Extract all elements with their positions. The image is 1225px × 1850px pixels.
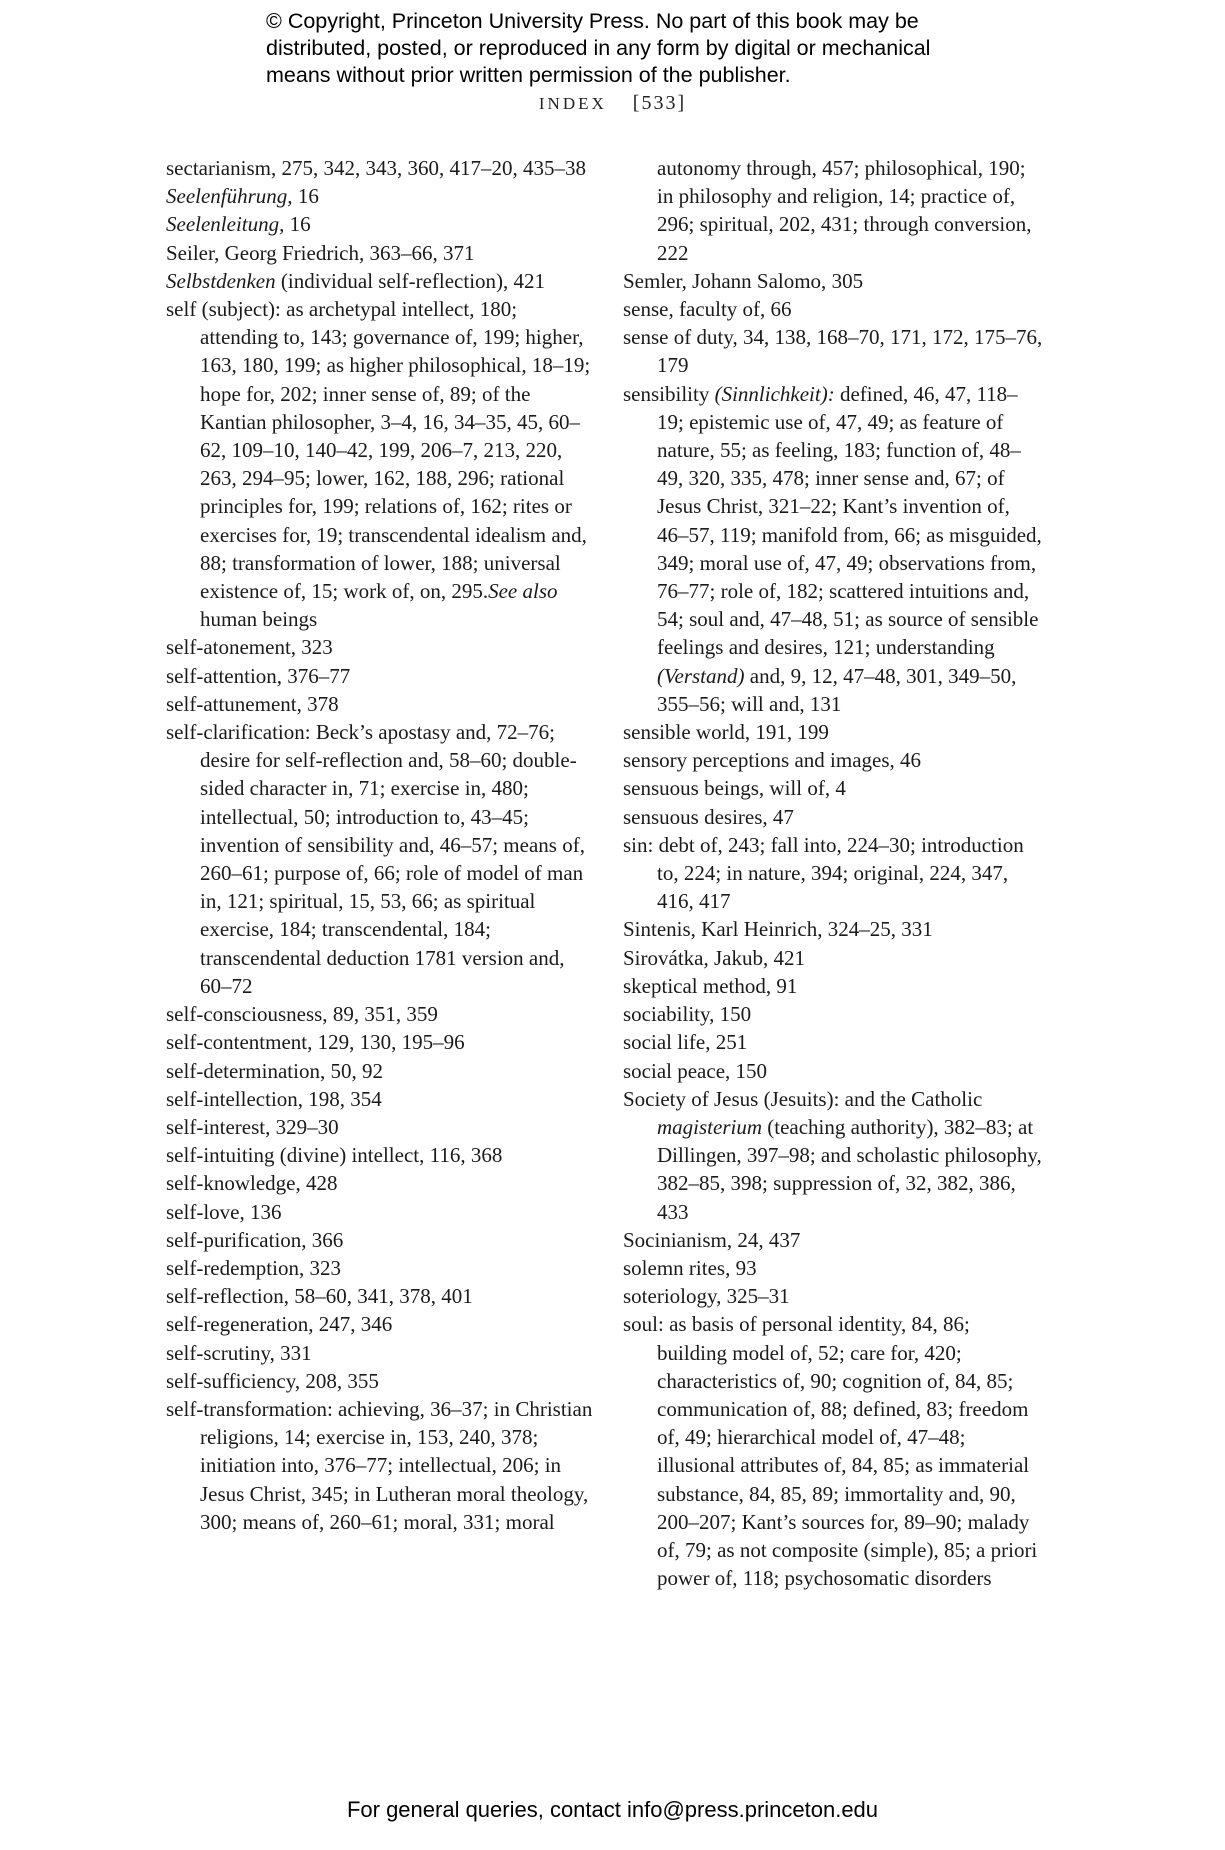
index-entry-term: self-attention,	[166, 663, 283, 688]
page-number: [533]	[632, 92, 687, 114]
index-entry	[623, 323, 1043, 379]
index-entry	[623, 972, 1043, 1000]
index-entry	[623, 915, 1043, 943]
running-head	[0, 92, 1225, 115]
index-entry-term: self-intuiting (divine) intellect,	[166, 1143, 425, 1168]
index-entry	[166, 1028, 596, 1056]
index-entry-text: 421	[768, 945, 805, 970]
index-entry	[166, 267, 596, 295]
index-entry-term: Sintenis, Karl Heinrich,	[623, 917, 823, 942]
index-entry-term: soul:	[623, 1312, 664, 1337]
index-entry-term: self-regeneration,	[166, 1312, 314, 1337]
index-entry-term: social peace,	[623, 1058, 731, 1083]
index-entry-term: Semler, Johann Salomo,	[623, 268, 827, 293]
index-entry-text: 150	[730, 1058, 768, 1083]
index-entry-text: 275, 342, 343, 360, 417–20, 435–38	[276, 156, 586, 180]
index-entry-term: self-scrutiny,	[166, 1340, 275, 1365]
index-entry	[623, 1254, 1043, 1282]
index-entry-text: 34, 138, 168–70, 171, 172, 175–76, 179	[657, 325, 1043, 378]
index-entry-term: soteriology,	[623, 1284, 722, 1309]
copyright-line: means without prior written permission of the publisher.	[266, 63, 791, 87]
index-entry-text: 363–66, 371	[364, 240, 475, 265]
index-entry-term: self-interest,	[166, 1114, 271, 1139]
index-entry-see-target: human beings	[200, 607, 318, 632]
index-entry-text: 198, 354	[303, 1086, 382, 1111]
index-entry-text: defined, 46, 47, 118–19; epistemic use of, 47, 49; as feature of nature, 55; as feeling, 183; function of, 48–49, 320, 335, 478; inner sense and, 67; of Jesus Christ, 321–22; Kant’s invention of, 46–57, 119; manifold from, 66; as misguided, 349; moral use of, 47, 49; observations from, 76–77; role of, 182; scattered intuitions and, 54; soul and, 47–48, 51; as source of sensible feelings and desires, 121; understanding	[657, 381, 1042, 660]
index-entry	[166, 1141, 596, 1169]
index-entry	[623, 295, 1043, 323]
index-entry-text: as basis of personal identity, 84, 86; building model of, 52; care for, 420; characteristics of, 90; cognition of, 84, 85; communication of, 88; defined, 83; freedom of, 49; hierarchical model of, 47–48; illusional attributes of, 84, 85; as immaterial substance, 84, 85, 89; immortality and, 90, 200–207; Kant’s sources for, 89–90; malady of, 79; as not composite (simple), 85; a priori power of, 118; psychosomatic disorders	[657, 1312, 1038, 1591]
copyright-line: distributed, posted, or reproduced in any form by digital or mechanical	[266, 36, 931, 60]
index-entry	[166, 718, 596, 1000]
index-entry-term: self-purification,	[166, 1227, 307, 1252]
index-entry-term: self-consciousness,	[166, 1002, 328, 1027]
index-entry-term-italic: (Sinnlichkeit):	[709, 381, 835, 406]
index-entry-term: sociability,	[623, 1002, 715, 1027]
index-entry	[623, 944, 1043, 972]
index-entry-text: 324–25, 331	[822, 917, 933, 942]
index-entry-text: 46	[894, 748, 922, 773]
index-entry-term: solemn rites,	[623, 1255, 731, 1280]
index-entry	[166, 1169, 596, 1197]
index-entry	[623, 1085, 1043, 1226]
index-entry-term: sensuous desires,	[623, 804, 768, 829]
index-entry	[623, 1282, 1043, 1310]
copyright-line: © Copyright, Princeton University Press. No part of this book may be	[266, 9, 919, 33]
index-entry	[623, 1028, 1043, 1056]
index-entry	[166, 690, 596, 718]
index-entry-text: 325–31	[721, 1284, 790, 1309]
index-entry	[623, 831, 1043, 916]
index-entry-term: sensory perceptions and images,	[623, 748, 895, 773]
index-entry	[623, 1000, 1043, 1028]
index-entry-term: sectarianism,	[166, 156, 277, 180]
index-entry-text: 428	[300, 1171, 338, 1196]
copyright-notice	[266, 8, 1026, 89]
index-entry-term-italic: Selbstdenken	[166, 268, 276, 293]
index-entry-term: sensibility	[623, 381, 710, 406]
index-entry-term: sense of duty,	[623, 325, 738, 350]
index-entry-term: self-intellection,	[166, 1086, 304, 1111]
index-entry	[166, 633, 596, 661]
index-entry-term: self-knowledge,	[166, 1171, 301, 1196]
index-entry	[166, 1057, 596, 1085]
index-entry	[166, 1113, 596, 1141]
index-entry-text: 247, 346	[313, 1312, 393, 1337]
index-entry	[623, 267, 1043, 295]
index-entry	[166, 295, 596, 633]
index-entry	[166, 154, 596, 182]
index-entry	[166, 1367, 596, 1395]
index-entry-text: 89, 351, 359	[327, 1002, 438, 1027]
index-entry-text: 331	[274, 1340, 312, 1365]
index-entry	[166, 1339, 596, 1367]
index-entry-term: self-love,	[166, 1199, 245, 1224]
index-entry-text: 47	[767, 804, 794, 829]
index-entry-text: 4	[830, 776, 846, 801]
index-entry-text: and the Catholic	[839, 1086, 983, 1111]
index-entry-text: 136	[244, 1199, 282, 1224]
index-entry-text: 150	[714, 1002, 752, 1027]
index-column-right	[623, 154, 1043, 1592]
index-entry	[166, 662, 596, 690]
index-entry-term: sense, faculty of,	[623, 297, 766, 322]
index-entry-text: 376–77	[282, 663, 351, 688]
index-entry-term: self-redemption,	[166, 1255, 305, 1280]
index-entry-text: 91	[771, 973, 798, 998]
index-entry-term: Seiler, Georg Friedrich,	[166, 240, 365, 265]
index-entry-term: self-atonement,	[166, 635, 297, 660]
index-entry-term: self-contentment,	[166, 1030, 313, 1055]
index-entry-text-italic: magisterium	[657, 1114, 762, 1139]
index-entry	[623, 1057, 1043, 1085]
index-entry	[623, 718, 1043, 746]
index-entry	[166, 210, 596, 238]
index-entry-text-after: (teaching authority), 382–83; at Dillingen, 397–98; and scholastic philosophy, 382–85, 398; suppression of, 32, 382, 386, 433	[657, 1114, 1042, 1224]
index-entry-see-also: See also	[488, 579, 558, 604]
index-entry	[166, 1000, 596, 1028]
index-entry-text: 24, 437	[732, 1227, 801, 1252]
index-entry	[623, 380, 1043, 718]
index-entry	[166, 1254, 596, 1282]
index-entry-term: sin:	[623, 832, 654, 857]
index-entry	[166, 1395, 596, 1536]
index-entry-text: Beck’s apostasy and, 72–76; desire for self-reflection and, 58–60; double-sided character in, 71; exercise in, 480; intellectual, 50; introduction to, 43–45; invention of sensibility and, 46–57; means of, 260–61; purpose of, 66; role of model of man in, 121; spiritual, 15, 53, 66; as spiritual exercise, 184; transcendental, 184; transcendental deduction 1781 version and, 60–72	[200, 720, 585, 998]
index-entry	[623, 774, 1043, 802]
index-entry-term-italic: Seelenleitung,	[166, 212, 285, 237]
index-entry-term: Sirovátka, Jakub,	[623, 945, 769, 970]
index-entry-term: self-determination,	[166, 1058, 326, 1083]
index-entry-text: debt of, 243; fall into, 224–30; introduction to, 224; in nature, 394; original, 224, 347, 416, 417	[653, 832, 1024, 914]
index-entry-text: 93	[730, 1255, 757, 1280]
index-entry	[623, 1226, 1043, 1254]
index-entry-term: self-reflection,	[166, 1284, 290, 1309]
index-entry-text: 366	[306, 1227, 344, 1252]
index-entry-text: 208, 355	[300, 1368, 379, 1393]
index-entry	[166, 1310, 596, 1338]
index-entry-term: Society of Jesus (Jesuits):	[623, 1086, 840, 1111]
index-entry	[623, 1310, 1043, 1592]
index-entry-term: social life,	[623, 1030, 711, 1055]
index-entry	[623, 803, 1043, 831]
index-entry-text: 378	[301, 691, 339, 716]
index-entry-term: Socinianism,	[623, 1227, 733, 1252]
index-entry-term: self-transformation:	[166, 1396, 333, 1421]
index-entry-text: 58–60, 341, 378, 401	[289, 1284, 473, 1309]
index-column-left	[166, 154, 596, 1536]
index-entry-text: 251	[710, 1030, 748, 1055]
index-entry-text: 329–30	[270, 1114, 339, 1139]
index-entry-text-after: and, 9, 12, 47–48, 301, 349–50, 355–56; will and, 131	[657, 663, 1017, 716]
index-entry	[166, 1198, 596, 1226]
index-entry	[623, 746, 1043, 774]
index-entry	[623, 154, 1043, 267]
index-entry-text: achieving, 36–37; in Christian religions, 14; exercise in, 153, 240, 378; initiation into, 376–77; intellectual, 206; in Jesus Christ, 345; in Lutheran moral theology, 300; means of, 260–61; moral, 331; moral	[200, 1396, 593, 1534]
index-entry-term-italic: Seelenführung,	[166, 184, 293, 209]
index-entry-term: skeptical method,	[623, 973, 772, 998]
index-entry-text: 66	[765, 297, 792, 322]
index-entry	[166, 182, 596, 210]
index-entry-text: 16	[292, 184, 319, 209]
index-entry-text: 16	[284, 212, 311, 237]
index-entry-text: 116, 368	[424, 1143, 503, 1168]
index-entry-text-italic: (Verstand)	[657, 663, 745, 688]
index-entry-text: 50, 92	[325, 1058, 383, 1083]
index-entry-text: 323	[304, 1255, 341, 1280]
index-entry-term: self-attunement,	[166, 691, 302, 716]
index-entry-term: sensible world,	[623, 720, 751, 745]
index-entry-text: as archetypal intellect, 180; attending to, 143; governance of, 199; higher, 163, 180, 199; as higher philosophical, 18–19; hope for, 202; inner sense of, 89; of the Kantian philosopher, 3–4, 16, 34–35, 45, 60–62, 109–10, 140–42, 199, 206–7, 213, 220, 263, 294–95; lower, 162, 188, 296; rational principles for, 199; relations of, 162; rites or exercises for, 19; transcendental idealism and, 88; transformation of lower, 188; universal existence of, 15; work of, on, 295.	[200, 297, 591, 604]
index-entry	[166, 1085, 596, 1113]
index-entry	[166, 239, 596, 267]
index-entry-term: self-sufficiency,	[166, 1368, 301, 1393]
index-entry	[166, 1282, 596, 1310]
index-entry-text: autonomy through, 457; philosophical, 190; in philosophy and religion, 14; practice of, 296; spiritual, 202, 431; through conversion, 222	[657, 156, 1032, 265]
index-entry-term: self (subject):	[166, 297, 281, 322]
footer-contact: For general queries, contact info@press.princeton.edu	[346, 1797, 879, 1822]
index-entry-term: self-clarification:	[166, 720, 311, 745]
index-entry-text: 323	[296, 635, 333, 660]
running-title: INDEX	[538, 94, 607, 113]
index-entry-text: 191, 199	[750, 720, 829, 745]
index-entry-text: 129, 130, 195–96	[312, 1030, 465, 1055]
index-entry-text: 305	[826, 268, 864, 293]
index-entry	[166, 1226, 596, 1254]
index-entry-text: (individual self-reflection), 421	[275, 268, 546, 293]
index-entry-term: sensuous beings, will of,	[623, 776, 831, 801]
